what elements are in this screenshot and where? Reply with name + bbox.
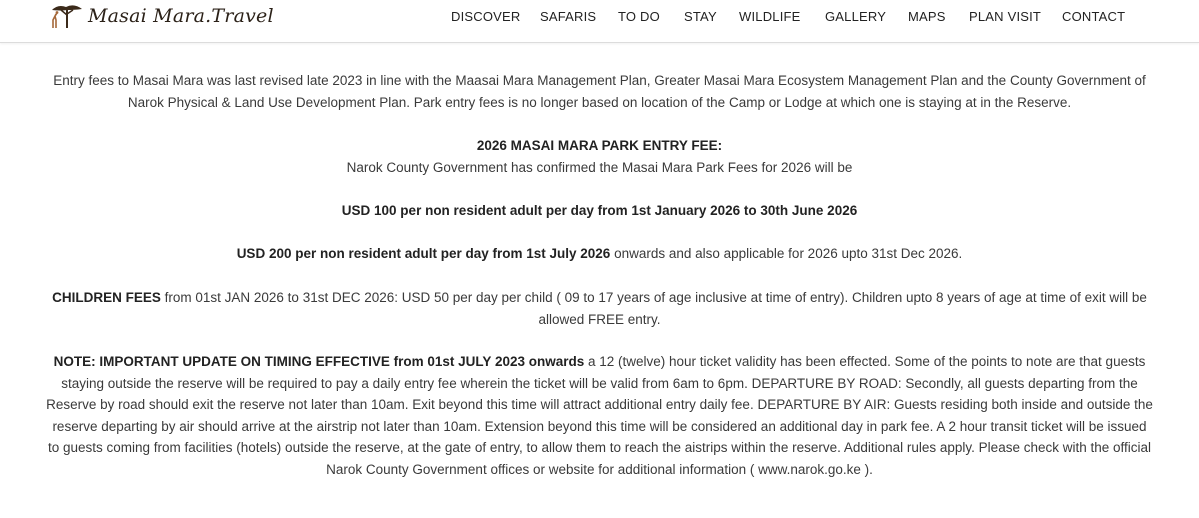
fee-line-2-bold: USD 200 per non resident adult per day from 1st July 2026 <box>236 246 611 261</box>
fee-heading <box>46 135 1153 157</box>
nav-wildlife[interactable]: WILDLIFE <box>739 9 801 24</box>
nav-to-do[interactable]: TO DO <box>618 9 660 24</box>
main-nav <box>0 9 1199 27</box>
site-header <box>0 0 1199 43</box>
intro-paragraph: Entry fees to Masai Mara was last revised late 2023 in line with the Maasai Mara Management Plan, Greater Masai Mara Ecosystem Management Plan and the County Government of Narok Physical & Land Use Development Plan. Park entry fees is no longer based on location of the Camp or Lodge at which one is staying at in the Reserve. <box>53 73 1146 110</box>
timing-note-label: NOTE: IMPORTANT UPDATE ON TIMING EFFECTIVE from 01st JULY 2023 onwards <box>53 354 585 369</box>
fee-line-1-text: USD 100 per non resident adult per day from 1st January 2026 to 30th June 2026 <box>341 203 858 218</box>
nav-plan-visit[interactable]: PLAN VISIT <box>969 9 1042 24</box>
timing-note-text: a 12 (twelve) hour ticket validity has been effected. Some of the points to note are that guests staying outside the reserve will be required to pay a daily entry fee wherein the ticket will be valid from 6am to 6pm. DEPARTURE BY ROAD: Secondly, all guests departing from the Reserve by road should exit the reserve not later than 10am. Exit beyond this time will attract additional entry daily fee. DEPARTURE BY AIR: Guests residing both inside and outside the reserve departing by air should arrive at the airstrip not later than 10am. Extension beyond this time will be considered an additional day in park fee. A 2 hour transit ticket will be issued to guests coming from facilities (hotels) outside the reserve, at the gate of entry, to allow them to reach the aistrips within the reserve. Additional rules apply. Please check with the official Narok County Government offices or website for additional information ( www.narok.go.ke ). <box>46 354 1153 477</box>
children-fees-label: CHILDREN FEES <box>52 290 161 305</box>
children-fees-text: from 01st JAN 2026 to 31st DEC 2026: USD 50 per day per child ( 09 to 17 years of age inclusive at time of entry). Children upto 8 years of age at time of exit will be allowed FREE entry. <box>160 290 1147 327</box>
fee-line-2 <box>46 243 1153 265</box>
fee-heading-text: 2026 MASAI MARA PARK ENTRY FEE: <box>476 138 723 153</box>
fee-subheading: Narok County Government has confirmed the Masai Mara Park Fees for 2026 will be <box>346 160 853 175</box>
fee-line-2-rest: onwards and also applicable for 2026 upto 31st Dec 2026. <box>610 246 963 261</box>
timing-note-paragraph <box>46 351 1153 480</box>
nav-safaris[interactable]: SAFARIS <box>540 9 597 24</box>
logo-text: Masai Mara.Travel <box>88 5 274 27</box>
children-fees-paragraph <box>46 287 1153 330</box>
nav-gallery[interactable]: GALLERY <box>825 9 887 24</box>
nav-maps[interactable]: MAPS <box>908 9 946 24</box>
nav-contact[interactable]: CONTACT <box>1062 9 1126 24</box>
nav-discover[interactable]: DISCOVER <box>451 9 521 24</box>
nav-stay[interactable]: STAY <box>684 9 717 24</box>
fee-line-1 <box>46 200 1153 222</box>
